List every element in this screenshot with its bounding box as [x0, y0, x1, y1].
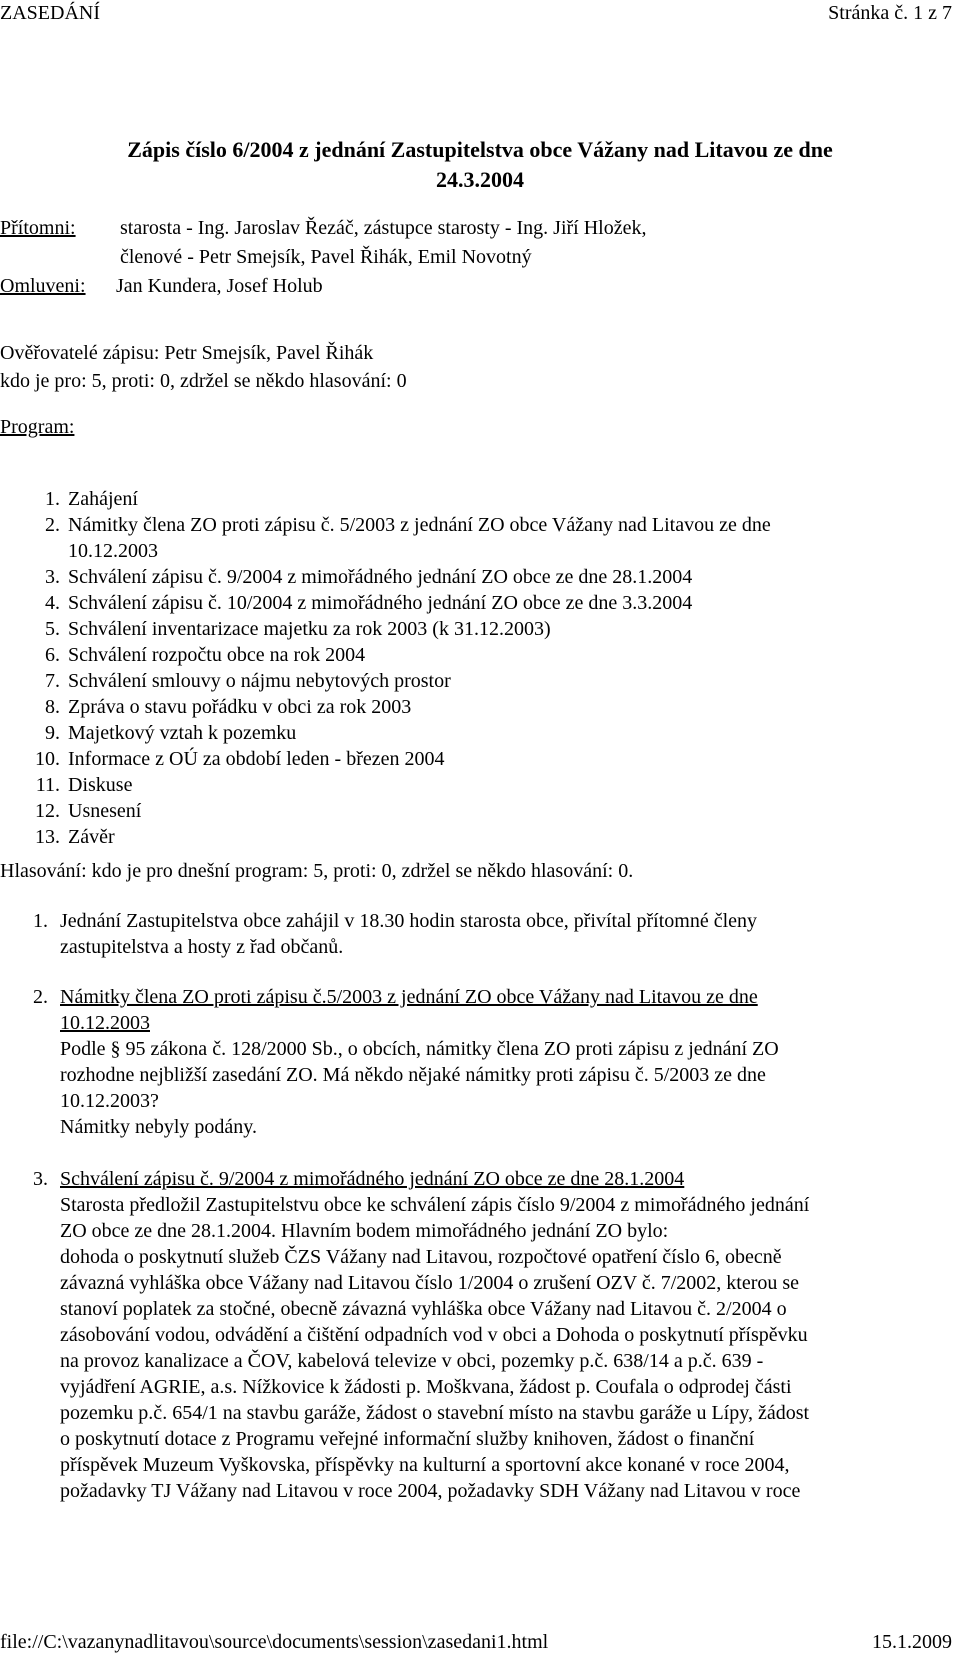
section-2-line: 10.12.2003?	[60, 1090, 159, 1112]
section-2	[0, 984, 940, 1140]
section-3-line: stanoví poplatek za stočné, obecně závazná vyhláška obce Vážany nad Litavou č. 2/2004 o	[60, 1298, 787, 1320]
program-item: 8. Zpráva o stavu pořádku v obci za rok 2003	[45, 696, 412, 718]
section-3-line: na provoz kanalizace a ČOV, kabelová televize v obci, pozemky p.č. 638/14 a p.č. 639 -	[60, 1350, 764, 1372]
section-3-heading: Schválení zápisu č. 9/2004 z mimořádného jednání ZO obce ze dne 28.1.2004	[60, 1168, 685, 1190]
file-path: file://C:\vazanynadlitavou\source\documents\session\zasedani1.html	[0, 1631, 549, 1653]
section-2-line: Námitky nebyly podány.	[60, 1116, 258, 1138]
section-number: 1.	[33, 910, 48, 932]
section-3-line: ZO obce ze dne 28.1.2004. Hlavním bodem mimořádného jednání ZO bylo:	[60, 1220, 669, 1242]
section-3-line: o poskytnutí dotace z Programu veřejné informační služby knihoven, žádost o finanční	[60, 1428, 755, 1450]
section-1-line: zastupitelstva a hosty z řad občanů.	[60, 936, 344, 958]
section-number: 3.	[33, 1168, 48, 1190]
program-list	[0, 486, 950, 850]
section-3-line: dohoda o poskytnutí služeb ČZS Vážany nad Litavou, rozpočtové opatření číslo 6, obecně	[60, 1246, 782, 1268]
present-line-1: starosta - Ing. Jaroslav Řezáč, zástupce starosty - Ing. Jiří Hložek,	[120, 217, 647, 239]
program-item: 13. Závěr	[35, 826, 115, 848]
print-date: 15.1.2009	[872, 1631, 952, 1653]
section-3-line: závazná vyhláška obce Vážany nad Litavou číslo 1/2004 o zrušení OZV č. 7/2002, kterou se	[60, 1272, 800, 1294]
section-number: 2.	[33, 986, 48, 1008]
program-vote: Hlasování: kdo je pro dnešní program: 5, proti: 0, zdržel se někdo hlasování: 0.	[0, 860, 634, 882]
section-1	[0, 908, 940, 960]
verifiers-line: Ověřovatelé zápisu: Petr Smejsík, Pavel Řihák	[0, 342, 374, 364]
page-number: Stránka č. 1 z 7	[828, 2, 952, 24]
program-item: 7. Schválení smlouvy o nájmu nebytových prostor	[45, 670, 451, 692]
section-3-line: pozemku p.č. 654/1 na stavbu garáže, žádost o stavební místo na stavbu garáže u Lípy, žádost	[60, 1402, 810, 1424]
section-1-line: Jednání Zastupitelstva obce zahájil v 18.30 hodin starosta obce, přivítal přítomné členy	[60, 910, 758, 932]
section-2-heading: Námitky člena ZO proti zápisu č.5/2003 z jednání ZO obce Vážany nad Litavou ze dne	[60, 986, 758, 1008]
section-2-line: rozhodne nejbližší zasedání ZO. Má někdo nějaké námitky proti zápisu č. 5/2003 ze dne	[60, 1064, 766, 1086]
excused-value: Jan Kundera, Josef Holub	[116, 275, 323, 297]
program-item: 9. Majetkový vztah k pozemku	[45, 722, 297, 744]
present-label: Přítomni:	[0, 217, 76, 239]
title-line-2: 24.3.2004	[436, 167, 524, 192]
section-3-line: zásobování vodou, odvádění a čištění odpadních vod v obci a Dohoda o poskytnutí příspěvku	[60, 1324, 808, 1346]
section-3-line: požadavky TJ Vážany nad Litavou v roce 2004, požadavky SDH Vážany nad Litavou v roce	[60, 1480, 801, 1502]
header-title: ZASEDÁNÍ	[0, 2, 100, 24]
program-item: 3. Schválení zápisu č. 9/2004 z mimořádného jednání ZO obce ze dne 28.1.2004	[45, 566, 693, 588]
program-item: 10. Informace z OÚ za období leden - březen 2004	[35, 748, 445, 770]
program-item: 11. Diskuse	[35, 774, 133, 796]
section-3-line: příspěvek Muzeum Vyškovska, příspěvky na kulturní a sportovní akce konané v roce 2004,	[60, 1454, 790, 1476]
program-item: 4. Schválení zápisu č. 10/2004 z mimořádného jednání ZO obce ze dne 3.3.2004	[45, 592, 693, 614]
program-item: 6. Schválení rozpočtu obce na rok 2004	[45, 644, 366, 666]
section-2-line: Podle § 95 zákona č. 128/2000 Sb., o obcích, námitky člena ZO proti zápisu z jednání ZO	[60, 1038, 779, 1060]
program-item: 2. Námitky člena ZO proti zápisu č. 5/2003 z jednání ZO obce Vážany nad Litavou ze dne	[45, 514, 771, 536]
program-item: 5. Schválení inventarizace majetku za rok 2003 (k 31.12.2003)	[45, 618, 551, 640]
section-3-line: Starosta předložil Zastupitelstvu obce ke schválení zápis číslo 9/2004 z mimořádného jednání	[60, 1194, 810, 1216]
present-line-2: členové - Petr Smejsík, Pavel Řihák, Emil Novotný	[120, 246, 532, 268]
document-title	[0, 135, 960, 195]
page-header	[0, 0, 960, 30]
verifiers-vote: kdo je pro: 5, proti: 0, zdržel se někdo hlasování: 0	[0, 370, 407, 392]
title-line-1: Zápis číslo 6/2004 z jednání Zastupitelstva obce Vážany nad Litavou ze dne	[127, 137, 833, 162]
excused-label: Omluveni:	[0, 275, 86, 297]
program-label: Program:	[0, 416, 75, 438]
section-3-line: vyjádření AGRIE, a.s. Nížkovice k žádosti p. Moškvana, žádost p. Coufala o odprodej části	[60, 1376, 792, 1398]
section-2-heading-cont: 10.12.2003	[60, 1012, 150, 1034]
program-item: 1. Zahájení	[45, 488, 138, 510]
program-item-continuation: 10.12.2003	[68, 540, 158, 562]
program-item: 12. Usnesení	[35, 800, 142, 822]
page-footer	[0, 1629, 960, 1657]
section-3	[0, 1166, 940, 1504]
